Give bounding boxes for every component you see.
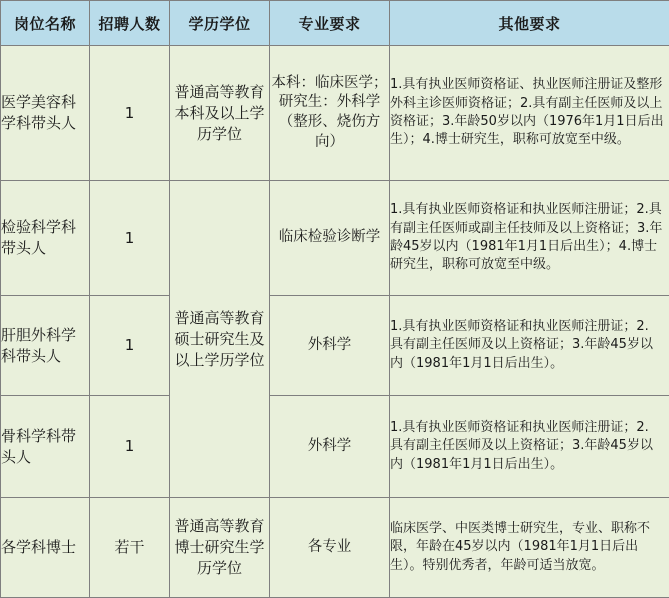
major-cell: 本科：临床医学；研究生：外科学（整形、烧伤方向） [270, 46, 390, 181]
other-requirements-cell: 1.具有执业医师资格证和执业医师注册证；2.具有副主任医师及以上资格证；3.年龄45岁以内（1981年1月1日后出生）。 [390, 296, 669, 396]
education-cell: 普通高等教育本科及以上学历学位 [170, 46, 270, 181]
header-position: 岗位名称 [1, 1, 90, 46]
count-cell: 1 [90, 181, 170, 296]
table-row [1, 181, 669, 296]
major-cell: 各专业 [270, 498, 390, 598]
header-major: 专业要求 [270, 1, 390, 46]
count-cell: 1 [90, 46, 170, 181]
position-cell: 医学美容科学科带头人 [1, 46, 90, 181]
table-row [1, 396, 669, 498]
position-cell: 肝胆外科学科带头人 [1, 296, 90, 396]
major-cell: 外科学 [270, 396, 390, 498]
position-cell: 骨科学科带头人 [1, 396, 90, 498]
count-cell: 若干 [90, 498, 170, 598]
position-cell: 检验科学科带头人 [1, 181, 90, 296]
major-cell: 外科学 [270, 296, 390, 396]
education-cell: 普通高等教育博士研究生学历学位 [170, 498, 270, 598]
other-requirements-cell: 1.具有执业医师资格证和执业医师注册证；2.具有副主任医师或副主任技师及以上资格证；3.年龄45岁以内（1981年1月1日后出生）；4.博士研究生，职称可放宽至中级。 [390, 181, 669, 296]
position-cell: 各学科博士 [1, 498, 90, 598]
other-requirements-cell: 临床医学、中医类博士研究生，专业、职称不限，年龄在45岁以内（1981年1月1日后出生）。特别优秀者，年龄可适当放宽。 [390, 498, 669, 598]
major-cell: 临床检验诊断学 [270, 181, 390, 296]
table-row [1, 46, 669, 181]
header-other: 其他要求 [390, 1, 669, 46]
count-cell: 1 [90, 396, 170, 498]
other-requirements-cell: 1.具有执业医师资格证和执业医师注册证；2.具有副主任医师及以上资格证；3.年龄45岁以内（1981年1月1日后出生）。 [390, 396, 669, 498]
header-education: 学历学位 [170, 1, 270, 46]
header-row [1, 1, 669, 46]
other-requirements-cell: 1.具有执业医师资格证、执业医师注册证及整形外科主诊医师资格证；2.具有副主任医师及以上资格证；3.年龄50岁以内（1976年1月1日后出生）；4.博士研究生，职称可放宽至中级。 [390, 46, 669, 181]
count-cell: 1 [90, 296, 170, 396]
table-row [1, 498, 669, 598]
table-row [1, 296, 669, 396]
education-cell-merged: 普通高等教育硕士研究生及以上学历学位 [170, 181, 270, 498]
header-count: 招聘人数 [90, 1, 170, 46]
